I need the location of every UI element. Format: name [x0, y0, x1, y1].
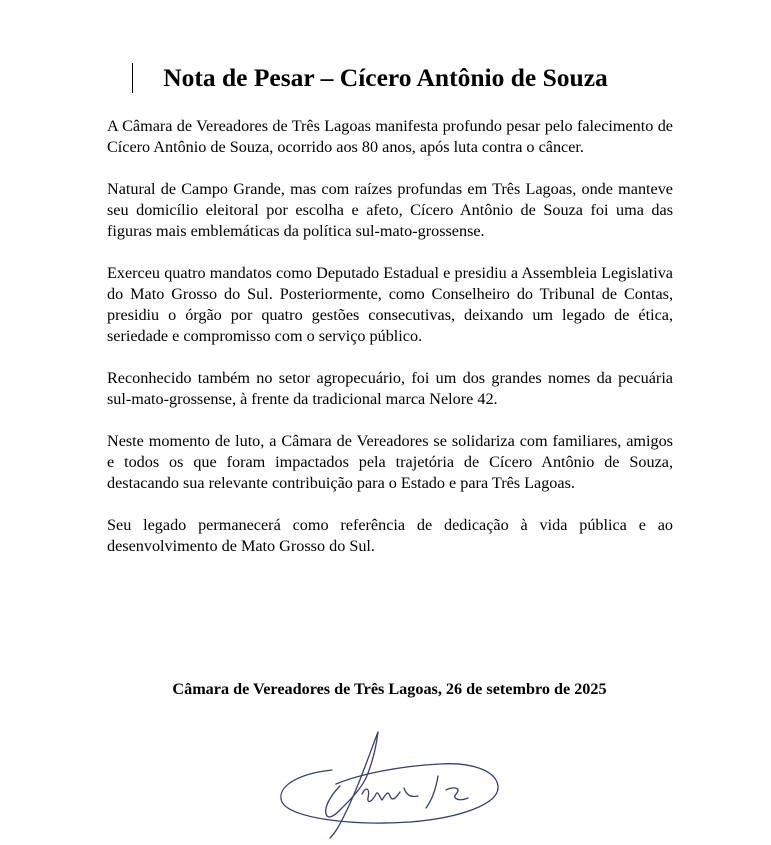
handwritten-signature — [270, 728, 510, 840]
paragraph-2: Natural de Campo Grande, mas com raízes profundas em Três Lagoas, onde manteve seu domicílio eleitoral por escolha e afeto, Cícero Antônio de Souza foi uma das figuras mais emblemáticas da política sul-mato-grossense. — [107, 180, 673, 240]
closing-line: Câmara de Vereadores de Três Lagoas, 26 de setembro de 2025 — [172, 680, 607, 698]
paragraph-3: Exerceu quatro mandatos como Deputado Estadual e presidiu a Assembleia Legislativa do Mato Grosso do Sul. Posteriormente, como Conselheiro do Tribunal de Contas, presidiu o órgão por quatro gestões consecutivas, deixando um legado de ética, seriedade e compromisso com o serviço público. — [107, 264, 673, 345]
page-title: Nota de Pesar – Cícero Antônio de Souza — [163, 63, 608, 92]
paragraph-4: Reconhecido também no setor agropecuário, foi um dos grandes nomes da pecuária sul-mato-grossense, à frente da tradicional marca Nelore 42. — [107, 369, 673, 408]
paragraph-5: Neste momento de luto, a Câmara de Vereadores se solidariza com familiares, amigos e todos os que foram impactados pela trajetória de Cícero Antônio de Souza, destacando sua relevante contribuição para o Estado e para Três Lagoas. — [107, 432, 673, 492]
paragraph-1: A Câmara de Vereadores de Três Lagoas manifesta profundo pesar pelo falecimento de Cícero Antônio de Souza, ocorrido aos 80 anos, após luta contra o câncer. — [107, 117, 673, 156]
paragraph-6: Seu legado permanecerá como referência de dedicação à vida pública e ao desenvolvimento de Mato Grosso do Sul. — [107, 516, 673, 555]
document-body — [107, 116, 673, 578]
